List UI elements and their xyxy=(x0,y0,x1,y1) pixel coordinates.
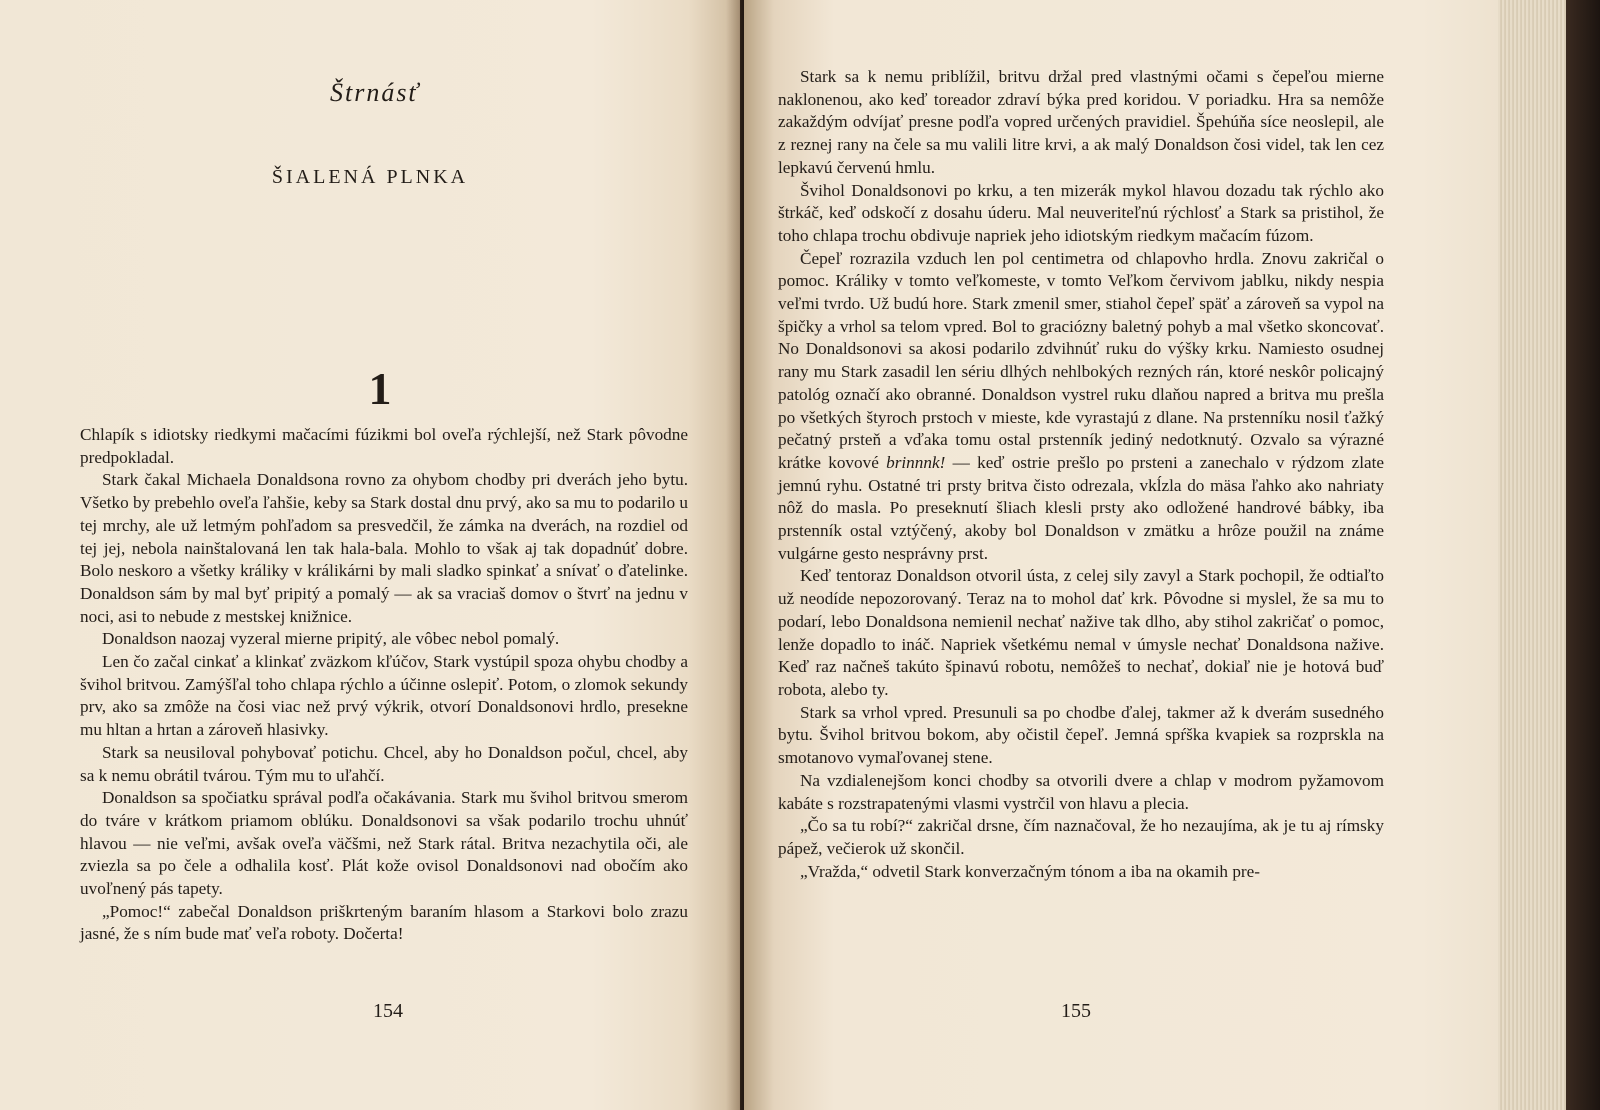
page-number-right: 155 xyxy=(1061,1000,1091,1022)
paragraph: Na vzdialenejšom konci chodby sa otvorili dvere a chlap v modrom pyžamovom kabáte s rozstrapatenými vlasmi vystrčil von hlavu a plecia. xyxy=(778,770,1384,813)
paragraph: „Čo sa tu robí?“ zakričal drsne, čím naznačoval, že ho nezaujíma, ak je tu aj rímsky pápež, večierok už skončil. xyxy=(778,816,1384,858)
left-page xyxy=(0,0,740,1110)
part-title: Štrnásť xyxy=(330,78,420,107)
paragraph: Chlapík s idiotsky riedkymi mačacími fúzikmi bol oveľa rýchlejší, než Stark pôvodne predpokladal. xyxy=(80,425,688,467)
right-page xyxy=(744,0,1498,1110)
page-number-left: 154 xyxy=(373,1000,403,1022)
paragraph: Stark sa neusiloval pohybovať potichu. Chcel, aby ho Donaldson počul, chcel, aby sa k nemu obrátil tvárou. Tým mu to uľahčí. xyxy=(80,742,688,785)
paragraph-text: — keď ostrie prešlo po prsteni a zanechalo v rýdzom zlate jemnú ryhu. Ostatné tri prsty britva čisto odrezala, vkĺzla do mäsa ľahko ako nahriaty nôž do masla. Po preseknutí šliach klesli prsty ako odložené handrové bábky, iba prstenník ostal vztýčený, akoby bol Donaldson v zmätku a hrôze použil na známe vulgárne gesto nesprávny prst. xyxy=(778,452,1385,563)
paragraph: Švihol Donaldsonovi po krku, a ten mizerák mykol hlavou dozadu tak rýchlo ako štrkáč, keď odskočí z dosahu úderu. Mal neuveriteľnú rýchlosť a Stark sa pristihol, že toho chlapa trochu obdivuje napriek jeho idiotským riedkym mačacím fúzom. xyxy=(778,180,1384,245)
chapter-title: ŠIALENÁ PLNKA xyxy=(271,166,469,188)
paragraph: Donaldson naozaj vyzeral mierne pripitý, ale vôbec nebol pomalý. xyxy=(102,629,560,649)
book-cover xyxy=(1566,0,1600,1110)
paragraph-text: Čepeľ rozrazila vzduch len pol centimetra od chlapovho hrdla. Znovu zakričal o pomoc. Králiky v tomto veľkomeste, v tomto Veľkom červivom jablku, nikdy nespia veľmi tvrdo. Už budú hore. Stark zmenil smer, stiahol čepeľ späť a zároveň sa vypol na špičky a vrhol sa telom vpred. Bol to graciózny baletný pohyb a mal všetko skoncovať. No Donaldsonovi sa akosi podarilo zdvihnúť ruku do výšky krku. Namiesto osudnej rany mu Stark zasadil len sériu dlhých nehlbokých rezných rán, ktoré neskôr policajný patológ označí ako obranné. Donaldson vystrel ruku dlaňou napred a britva mu prešla po všetkých štyroch prstoch v mieste, kde vyrastajú z dlane. Na prstenníku nosil ťažký pečatný prsteň a vďaka tomu ostal prstenník jediný nedotknutý. Ozvalo sa výrazné krátke kovové xyxy=(778,248,1384,472)
paragraph: Stark sa k nemu priblížil, britvu držal pred vlastnými očami s čepeľou mierne naklonenou, ako keď toreador zdraví býka pred koridou. V poriadku. Hra sa nemôže zakaždým odvíjať presne podľa vopred určených pravidiel. Špehúňa síce neoslepil, ale z reznej rany na čele sa mu valili litre krvi, a ak malý Donaldson čosi videl, tak len cez lepkavú červenú hmlu. xyxy=(778,67,1384,177)
paragraph: Donaldson sa spočiatku správal podľa očakávania. Stark mu švihol britvou smerom do tváre v krátkom priamom oblúku. Donaldsonovi sa však podarilo trochu uhnúť hlavou — nie veľmi, avšak oveľa väčšmi, než Stark rátal. Britva nezachytila oči, ale zviezla sa po čele a odhalila kosť. Plát kože ovisol Donaldsonovi nad obočím ako uvoľnený pás tapety. xyxy=(80,788,688,899)
paragraph: Stark čakal Michaela Donaldsona rovno za ohybom chodby pri dverách jeho bytu. Všetko by prebehlo oveľa ľahšie, keby sa Stark dostal dnu prvý, ako sa mu to podarilo u tej mrchy, ale už letmým pohľadom sa presvedčil, že zámka na dverách, na rozdiel od tej jej, nebola nainštalovaná len tak hala-bala. Mohlo to však aj tak dopadnúť dobre. Bolo neskoro a všetky králiky v králikárni by mali sladko spinkať a snívať o ďatelinke. Donaldson sám by mal byť pripitý a pomalý — ak sa vraciaš domov o štvrť na jednu v noci, asi to nebude z mestskej knižnice. xyxy=(80,470,688,626)
paragraph xyxy=(778,248,1384,566)
paragraph: Stark sa vrhol vpred. Presunuli sa po chodbe ďalej, takmer až k dverám susedného bytu. Švihol britvou bokom, aby očistil čepeľ. Jemná spŕška kvapiek sa rozprskla na smotanovo vymaľovanej stene. xyxy=(778,702,1384,768)
sound-effect: brinnnk! xyxy=(886,452,946,472)
chapter-number: 1 xyxy=(368,363,392,414)
paragraph: Len čo začal cinkať a klinkať zväzkom kľúčov, Stark vystúpil spoza ohybu chodby a švihol britvou. Zamýšľal toho chlapa rýchlo a účinne oslepiť. Potom, o zlomok sekundy prv, ako sa zmôže na čosi viac než prvý výkrik, otvorí Donaldsonovi hrdlo, presekne mu hltan a hrtan a zároveň hlasivky. xyxy=(80,652,688,740)
paragraph: Keď tentoraz Donaldson otvoril ústa, z celej sily zavyl a Stark pochopil, že odtiaľto už neodíde nepozorovaný. Teraz na to mohol dať krk. Pôvodne si myslel, že sa mu to podarí, lebo Donaldsona nemienil nechať nažive tak dlho, aby stihol zakričať o pomoc, lenže dopadlo to ináč. Napriek všetkému nemal v úmysle nechať Donaldsona nažive. Keď raz načneš takúto špinavú robotu, nemôžeš to nechať, dokiaľ nie je hotová buď robota, alebo ty. xyxy=(778,566,1384,699)
paragraph: „Pomoc!“ zabečal Donaldson priškrteným baraním hlasom a Starkovi bolo zrazu jasné, že s ním bude mať veľa roboty. Dočerta! xyxy=(80,901,688,944)
left-page-body xyxy=(80,424,688,946)
right-page-body xyxy=(778,66,1384,883)
paragraph: „Vražda,“ odvetil Stark konverzačným tónom a iba na okamih pre- xyxy=(800,861,1260,881)
